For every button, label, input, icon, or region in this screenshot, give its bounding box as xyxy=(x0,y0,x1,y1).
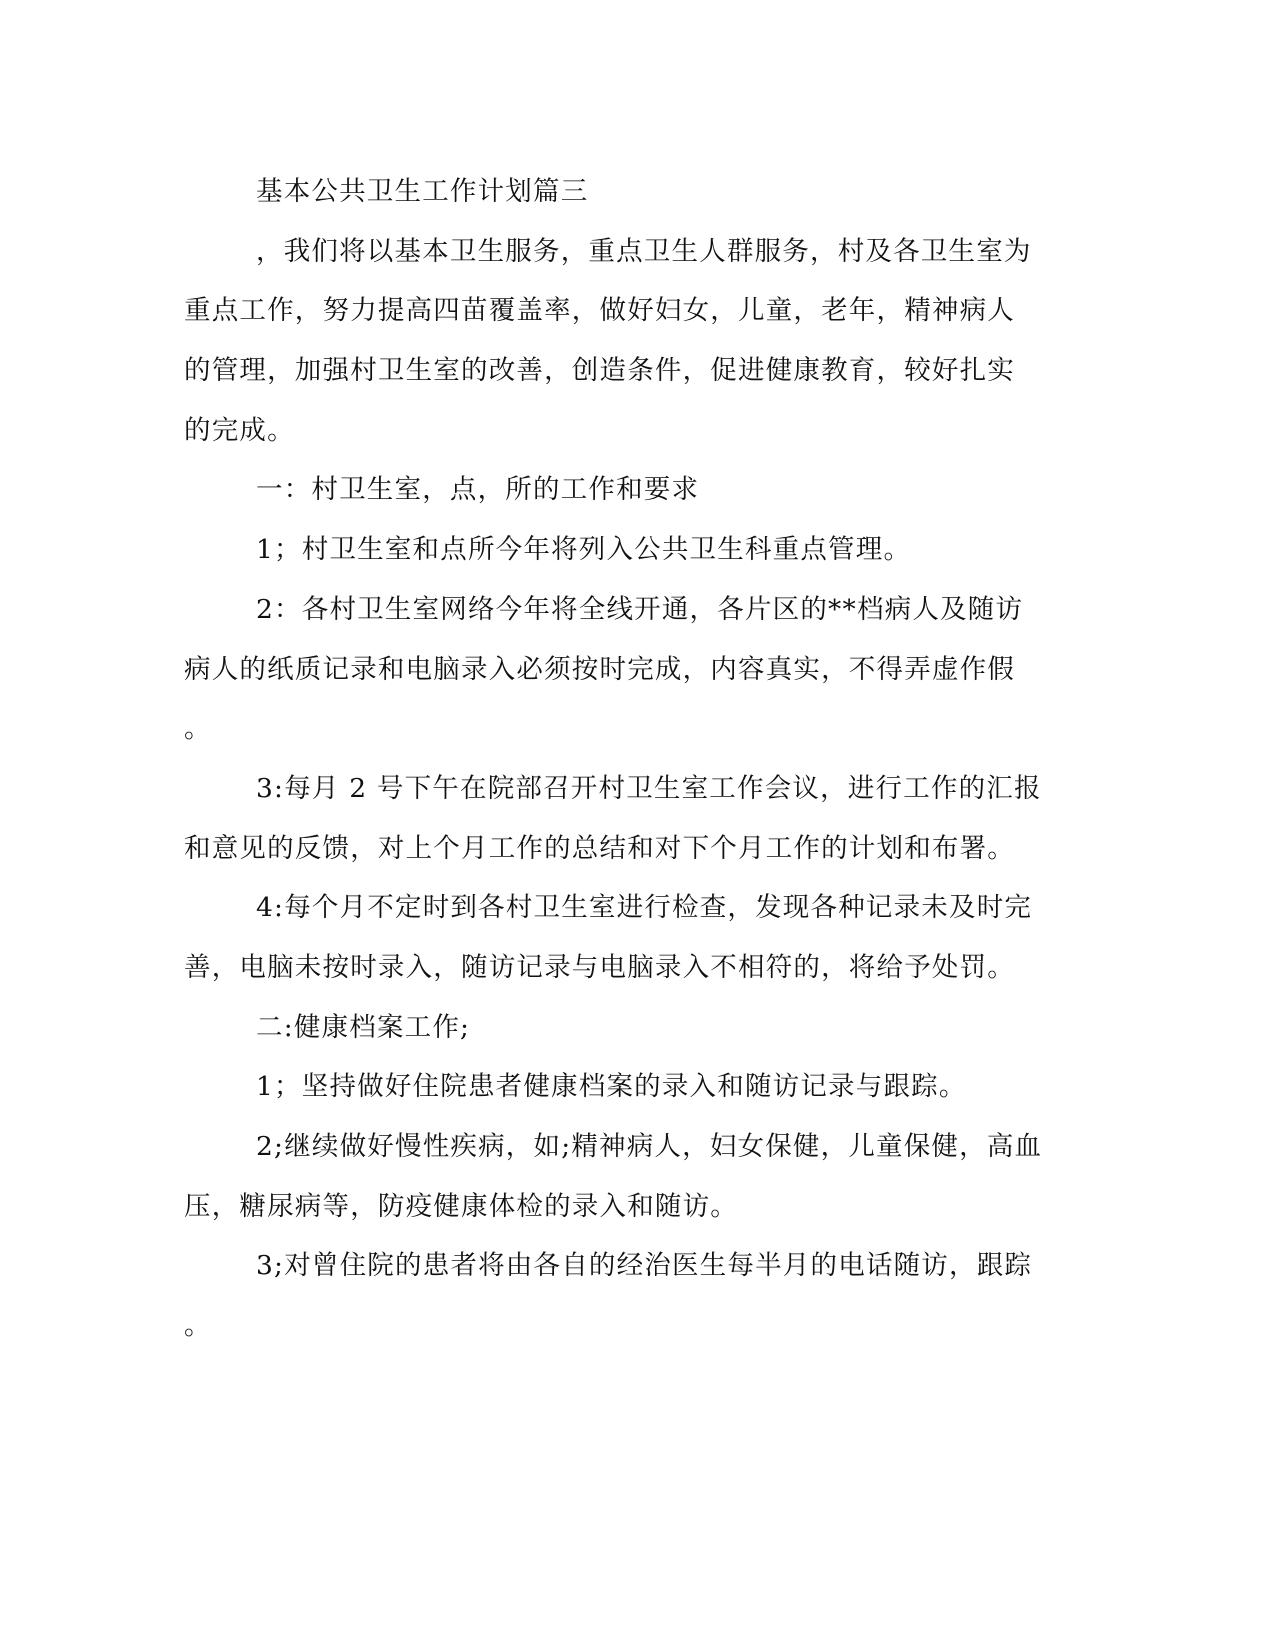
paragraph-line: 病人的纸质记录和电脑录入必须按时完成，内容真实，不得弄虚作假 xyxy=(184,653,1015,685)
document-body xyxy=(184,162,1044,1356)
paragraph-intro xyxy=(184,222,1044,461)
list-item xyxy=(184,759,1044,878)
paragraph-line: 1；坚持做好住院患者健康档案的录入和随访记录与跟踪。 xyxy=(256,1071,967,1103)
list-item xyxy=(184,580,1044,759)
section-heading-health-records xyxy=(184,998,1044,1058)
paragraph-line: ，我们将以基本卫生服务，重点卫生人群服务，村及各卫生室为 xyxy=(256,235,1032,267)
list-item xyxy=(184,1057,1044,1117)
paragraph-line: 压，糖尿病等，防疫健康体检的录入和随访。 xyxy=(184,1190,738,1222)
list-item xyxy=(184,1236,1044,1355)
list-item xyxy=(184,1117,1044,1236)
paragraph-line: 。 xyxy=(184,1310,212,1342)
section-heading-village-clinic xyxy=(184,460,1044,520)
paragraph-line: 的管理，加强村卫生室的改善，创造条件，促进健康教育，较好扎实 xyxy=(184,355,1015,387)
section-heading: 二:健康档案工作; xyxy=(256,1011,471,1043)
list-item xyxy=(184,520,1044,580)
paragraph-line: 3;对曾住院的患者将由各自的经治医生每半月的电话随访，跟踪 xyxy=(256,1250,1033,1282)
paragraph-line: 3:每月 2 号下午在院部召开村卫生室工作会议，进行工作的汇报 xyxy=(256,772,1042,804)
paragraph-line: 善，电脑未按时录入，随访记录与电脑录入不相符的，将给予处罚。 xyxy=(184,951,1015,983)
paragraph-line: 的完成。 xyxy=(184,414,295,446)
section-heading: 一：村卫生室，点，所的工作和要求 xyxy=(256,474,700,506)
document-title: 基本公共卫生工作计划篇三 xyxy=(256,176,589,207)
paragraph-line: 和意见的反馈，对上个月工作的总结和对下个月工作的计划和布署。 xyxy=(184,832,1015,864)
paragraph-line: 2：各村卫生室网络今年将全线开通，各片区的**档病人及随访 xyxy=(256,593,1024,625)
paragraph-line: 重点工作，努力提高四苗覆盖率，做好妇女，儿童，老年，精神病人 xyxy=(184,295,1015,327)
paragraph-line: 4:每个月不定时到各村卫生室进行检查，发现各种记录未及时完 xyxy=(256,892,1033,924)
paragraph-line: 1；村卫生室和点所今年将列入公共卫生科重点管理。 xyxy=(256,534,912,566)
paragraph-line: 。 xyxy=(184,713,212,745)
list-item xyxy=(184,878,1044,997)
paragraph-line: 2;继续做好慢性疾病，如;精神病人，妇女保健，儿童保健，高血 xyxy=(256,1131,1043,1162)
